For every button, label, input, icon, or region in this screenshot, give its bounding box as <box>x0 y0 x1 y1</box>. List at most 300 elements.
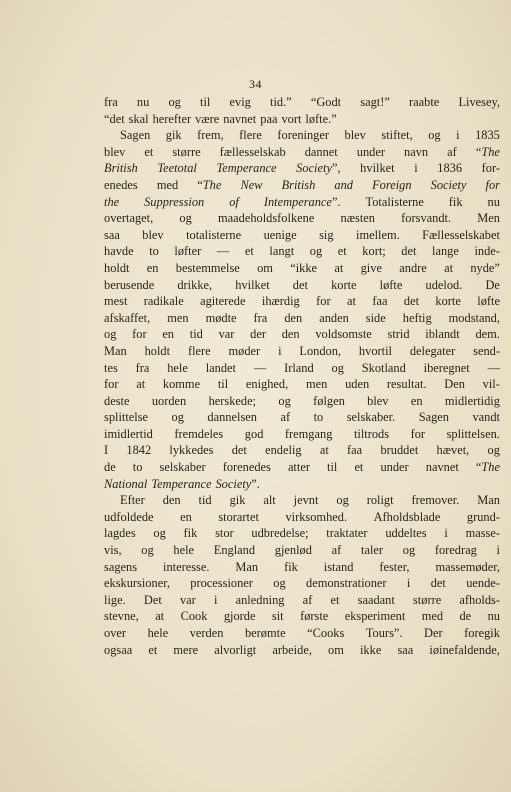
word: “The <box>475 460 500 475</box>
word: istand <box>323 559 354 574</box>
word: deste <box>104 393 130 408</box>
word: under <box>380 460 409 475</box>
word: nyde” <box>470 260 500 275</box>
word: et <box>330 592 340 607</box>
word: atter <box>287 460 310 475</box>
word: afholds- <box>459 592 500 607</box>
word: selskaber. <box>346 410 396 425</box>
word: drikke, <box>177 277 213 292</box>
word: en <box>180 509 192 524</box>
word: fra <box>253 310 268 325</box>
word: totalisterne <box>186 227 242 242</box>
word: — <box>253 360 267 375</box>
word: og <box>309 244 323 259</box>
word: Man <box>104 343 127 358</box>
word: i <box>406 576 411 591</box>
word: sit <box>271 609 284 624</box>
word: inde- <box>474 244 500 259</box>
word: i <box>496 543 500 558</box>
text-line <box>104 459 500 476</box>
word: midlertidig <box>444 393 500 408</box>
word: gik <box>165 128 182 143</box>
word: verden <box>189 626 224 640</box>
word: endelig <box>265 443 302 458</box>
word: sagt!” <box>360 95 390 109</box>
word: dannet <box>304 144 338 159</box>
text-line <box>104 326 500 343</box>
word: tid <box>189 327 203 342</box>
word: tid.” <box>270 95 292 109</box>
word: Sagen <box>120 128 151 143</box>
word: give <box>360 260 382 275</box>
word: af <box>302 592 313 607</box>
word: Temperance <box>151 476 212 491</box>
word: til <box>327 460 338 475</box>
text-line <box>104 127 500 144</box>
word: vandt <box>472 410 500 425</box>
word: de <box>459 609 472 624</box>
word: at <box>155 609 165 624</box>
word: fra <box>135 360 150 375</box>
word: and <box>334 177 353 192</box>
word: foreninger <box>277 128 329 143</box>
word: berømte <box>244 626 286 640</box>
word: flere <box>239 128 262 143</box>
word: uende- <box>466 576 500 591</box>
word: afskaffet, <box>104 310 151 325</box>
word: to <box>149 244 159 259</box>
word: National <box>104 476 148 491</box>
word: mest <box>104 294 128 309</box>
word: for <box>410 426 426 441</box>
word: processioner <box>190 576 253 591</box>
word: Sagen <box>418 410 449 425</box>
word: frem, <box>197 128 224 143</box>
word: De <box>485 277 500 292</box>
word: fik <box>183 526 198 541</box>
word: the <box>104 194 120 209</box>
word: grund- <box>466 509 500 524</box>
word: udelod. <box>425 277 463 292</box>
word: udfoldede <box>104 509 154 524</box>
word: Den <box>444 377 465 392</box>
word: selskaber <box>159 460 206 475</box>
word: “The <box>197 177 222 192</box>
word: at <box>319 443 329 458</box>
text-line <box>104 210 500 227</box>
word: — <box>487 360 500 375</box>
word: splittelse <box>104 410 149 425</box>
word: et <box>148 642 158 657</box>
word: alvorligt <box>214 642 257 657</box>
word: bestemmelse <box>175 260 240 275</box>
text-line <box>104 260 500 277</box>
text-line <box>104 642 500 659</box>
word: for <box>316 294 331 309</box>
word: demonstrationer <box>306 576 387 591</box>
word: til <box>217 377 229 392</box>
word: Intemperance”. <box>263 194 341 209</box>
word: mere <box>173 642 199 657</box>
word: Skotland <box>361 360 406 375</box>
word: uden <box>345 377 370 392</box>
word: fester, <box>379 559 410 574</box>
word: paa <box>260 111 278 126</box>
word: eksperiment <box>344 609 406 624</box>
word: fremgang <box>284 426 333 441</box>
word: i <box>278 343 282 358</box>
word: landet <box>205 360 236 375</box>
word: evig <box>229 95 251 109</box>
word: anden <box>319 310 349 325</box>
word: London, <box>299 343 342 358</box>
word: tes <box>104 360 118 375</box>
word: tid <box>198 493 212 508</box>
word: for <box>132 327 147 342</box>
word: møder <box>228 343 261 358</box>
word: berusende <box>104 277 155 292</box>
word: forsvandt. <box>401 211 452 226</box>
word: og <box>428 128 441 143</box>
word: masse- <box>465 526 500 541</box>
word: Cook <box>180 609 208 624</box>
word: lagdes <box>104 526 136 541</box>
word: iberegnet <box>423 360 470 375</box>
word: “Godt <box>310 95 342 109</box>
word: i <box>213 592 218 607</box>
word: fællesselskab <box>219 144 286 159</box>
word: gjenlød <box>274 543 312 558</box>
word: England <box>213 543 256 558</box>
word: et <box>244 244 254 259</box>
text-line <box>104 144 500 161</box>
word: side <box>365 310 386 325</box>
word: og <box>336 493 349 508</box>
text-line <box>104 509 500 526</box>
text-line <box>104 442 500 459</box>
word: send- <box>473 343 500 358</box>
word: ogsaa <box>104 642 133 657</box>
word: det <box>231 443 247 458</box>
word: udbredelse; <box>251 526 309 541</box>
word: heftig <box>402 310 432 325</box>
word: lykkedes <box>169 443 214 458</box>
text-line <box>104 227 500 244</box>
word: og <box>168 95 181 109</box>
word: korte <box>331 277 357 292</box>
word: navnet <box>425 460 459 475</box>
text-line <box>104 310 500 327</box>
word: korte <box>435 294 461 309</box>
word: Fællesselskabet <box>422 227 500 242</box>
word: to <box>132 460 143 475</box>
text-line <box>104 492 500 509</box>
word: hvilket <box>360 161 395 176</box>
word: næsten <box>340 211 375 226</box>
word: en <box>146 260 159 275</box>
word: uorden <box>151 393 187 408</box>
word: modstand, <box>448 310 500 325</box>
word: en <box>162 327 175 342</box>
word: sagens <box>104 559 138 574</box>
word: og <box>278 393 291 408</box>
word: langt <box>269 244 295 259</box>
word: og <box>331 360 344 375</box>
word: mødte <box>205 310 237 325</box>
word: 1835 <box>475 128 500 143</box>
word: og <box>153 526 166 541</box>
word: lige. <box>104 592 126 607</box>
word: Irland <box>284 360 314 375</box>
word: fremdeles <box>174 426 224 441</box>
word: agiterede <box>200 294 246 309</box>
word: faa <box>372 294 388 309</box>
word: hele <box>167 360 188 375</box>
word: imellem. <box>356 227 400 242</box>
word: interesse. <box>163 559 210 574</box>
text-line <box>104 393 500 410</box>
word: fik <box>448 194 463 209</box>
word: resultat. <box>386 377 427 392</box>
word: løfter <box>174 244 202 259</box>
word: af <box>447 144 457 159</box>
word: det <box>430 576 446 591</box>
word: uddeltes <box>385 526 427 541</box>
word: stevne, <box>104 609 139 624</box>
word: blev <box>367 393 389 408</box>
word: splittelsen. <box>446 426 500 441</box>
text-line <box>104 575 500 592</box>
word: voldsomste <box>315 327 372 342</box>
word: Foreign <box>372 177 412 192</box>
text-line <box>104 343 500 360</box>
word: Man <box>477 493 500 508</box>
word: første <box>300 609 329 624</box>
word: var <box>179 592 196 607</box>
word: vis, <box>104 543 122 558</box>
word: of <box>229 194 239 209</box>
word: Society <box>430 177 467 192</box>
word: vort <box>281 111 302 126</box>
word: enedes <box>104 177 138 192</box>
page-number: 34 <box>249 77 262 91</box>
word: var <box>218 327 235 342</box>
word: roligt <box>366 493 394 508</box>
body-text <box>104 94 500 658</box>
word: blev <box>142 227 164 242</box>
word: hvilket <box>235 277 270 292</box>
word: lange <box>432 244 459 259</box>
word: et <box>337 244 347 259</box>
word: og <box>273 576 286 591</box>
text-line <box>104 194 500 211</box>
word: forenedes <box>222 460 271 475</box>
text-line <box>104 608 500 625</box>
word: Society”. <box>215 476 260 491</box>
word: i <box>456 128 460 143</box>
word: alt <box>263 493 276 508</box>
word: herskede; <box>208 393 257 408</box>
word: Det <box>143 592 162 607</box>
word: New <box>240 177 263 192</box>
word: for- <box>481 161 500 176</box>
word: komme <box>162 377 201 392</box>
text-line <box>104 360 500 377</box>
word: gjorde <box>223 609 256 624</box>
word: Tours”. <box>365 626 403 640</box>
word: den <box>284 310 303 325</box>
word: om <box>328 642 344 657</box>
word: fik <box>284 559 298 574</box>
word: Livesey, <box>458 95 500 109</box>
word: der <box>250 327 266 342</box>
word: i <box>444 526 448 541</box>
word: løfte.” <box>305 111 337 126</box>
word: Man <box>235 559 259 574</box>
text-line <box>104 476 500 493</box>
word: blev <box>104 144 126 159</box>
word: stor <box>215 526 234 541</box>
word: sig <box>319 227 334 242</box>
word: og <box>104 327 117 342</box>
word: og <box>179 211 192 226</box>
text-line <box>104 94 500 111</box>
word: nu <box>487 194 500 209</box>
word: foredrag <box>434 543 477 558</box>
word: stiftet, <box>381 128 413 143</box>
word: British <box>281 177 316 192</box>
word: blev <box>344 128 366 143</box>
word: at <box>347 294 356 309</box>
word: at <box>444 260 454 275</box>
word: hævet, <box>436 443 470 458</box>
word: saa <box>104 227 120 242</box>
word: maadeholdsfolkene <box>218 211 315 226</box>
word: raabte <box>409 95 440 109</box>
word: af <box>331 543 342 558</box>
word: og <box>171 410 184 425</box>
text-line <box>104 542 500 559</box>
word: men <box>167 310 189 325</box>
word: Totalisterne <box>365 194 424 209</box>
word: arbeide, <box>272 642 312 657</box>
word: og <box>141 543 154 558</box>
word: havde <box>104 244 134 259</box>
text-line <box>104 376 500 393</box>
word: større <box>172 144 201 159</box>
word: over <box>104 626 127 640</box>
word: nu <box>487 609 500 624</box>
word: flere <box>187 343 211 358</box>
word: foregik <box>464 626 500 640</box>
word: Teetotal <box>157 161 197 176</box>
word: det <box>403 294 420 309</box>
word: herefter <box>152 111 192 126</box>
word: fremover. <box>411 493 460 508</box>
word: andre <box>399 260 427 275</box>
word: Society”, <box>296 161 341 176</box>
text-line <box>104 625 500 642</box>
word: en <box>410 393 423 408</box>
text-line <box>104 426 500 443</box>
word: hele <box>173 543 195 558</box>
word: og <box>487 443 500 458</box>
word: radikale <box>143 294 184 309</box>
word: ihærdig <box>261 294 300 309</box>
word: større <box>412 592 442 607</box>
word: “ikke <box>290 260 318 275</box>
word: imidlertid <box>104 426 153 441</box>
word: med <box>156 177 179 192</box>
text-line <box>104 277 500 294</box>
text-line <box>104 111 500 128</box>
word: — <box>216 244 230 259</box>
word: Efter <box>120 493 145 508</box>
word: den <box>281 327 300 342</box>
word: saadant <box>357 592 395 607</box>
word: hele <box>147 626 169 640</box>
word: to <box>313 410 324 425</box>
word: hvortil <box>358 343 392 358</box>
word: kort; <box>362 244 386 259</box>
word: et <box>144 144 154 159</box>
word: dannelsen <box>207 410 257 425</box>
word: I <box>104 443 109 458</box>
word: 1842 <box>126 443 152 458</box>
word: bruddet <box>380 443 419 458</box>
word: iblandt <box>425 327 460 342</box>
word: Suppression <box>144 194 205 209</box>
word: “The <box>475 144 500 159</box>
word: delegater <box>409 343 456 358</box>
word: virksomhed. <box>285 509 348 524</box>
text-line <box>104 243 500 260</box>
word: for <box>104 377 119 392</box>
word: holdt <box>144 343 171 358</box>
word: saa <box>397 642 414 657</box>
word: fra <box>104 95 118 109</box>
word: ekskursioner, <box>104 576 170 591</box>
word: uenige <box>263 227 297 242</box>
text-line <box>104 525 500 542</box>
word: for <box>485 177 500 192</box>
text-line <box>104 177 500 194</box>
text-line <box>104 160 500 177</box>
word: løfte <box>379 277 403 292</box>
word: anledning <box>235 592 285 607</box>
word: gik <box>229 493 246 508</box>
word: traktater <box>326 526 368 541</box>
text-line <box>104 409 500 426</box>
word: Men <box>477 211 500 226</box>
word: enighed, <box>245 377 289 392</box>
word: “Cooks <box>307 626 345 640</box>
word: den <box>162 493 181 508</box>
word: skal <box>128 111 149 126</box>
word: navn <box>404 144 429 159</box>
word: overtaget, <box>104 211 154 226</box>
word: “det <box>104 111 125 126</box>
word: løfte <box>477 294 500 309</box>
word: af <box>280 410 291 425</box>
word: det <box>292 277 308 292</box>
word: og <box>402 543 416 558</box>
word: British <box>104 161 138 176</box>
word: jevnt <box>293 493 319 508</box>
text-line <box>104 592 500 609</box>
word: 1836 <box>437 161 463 176</box>
word: navnet <box>223 111 257 126</box>
